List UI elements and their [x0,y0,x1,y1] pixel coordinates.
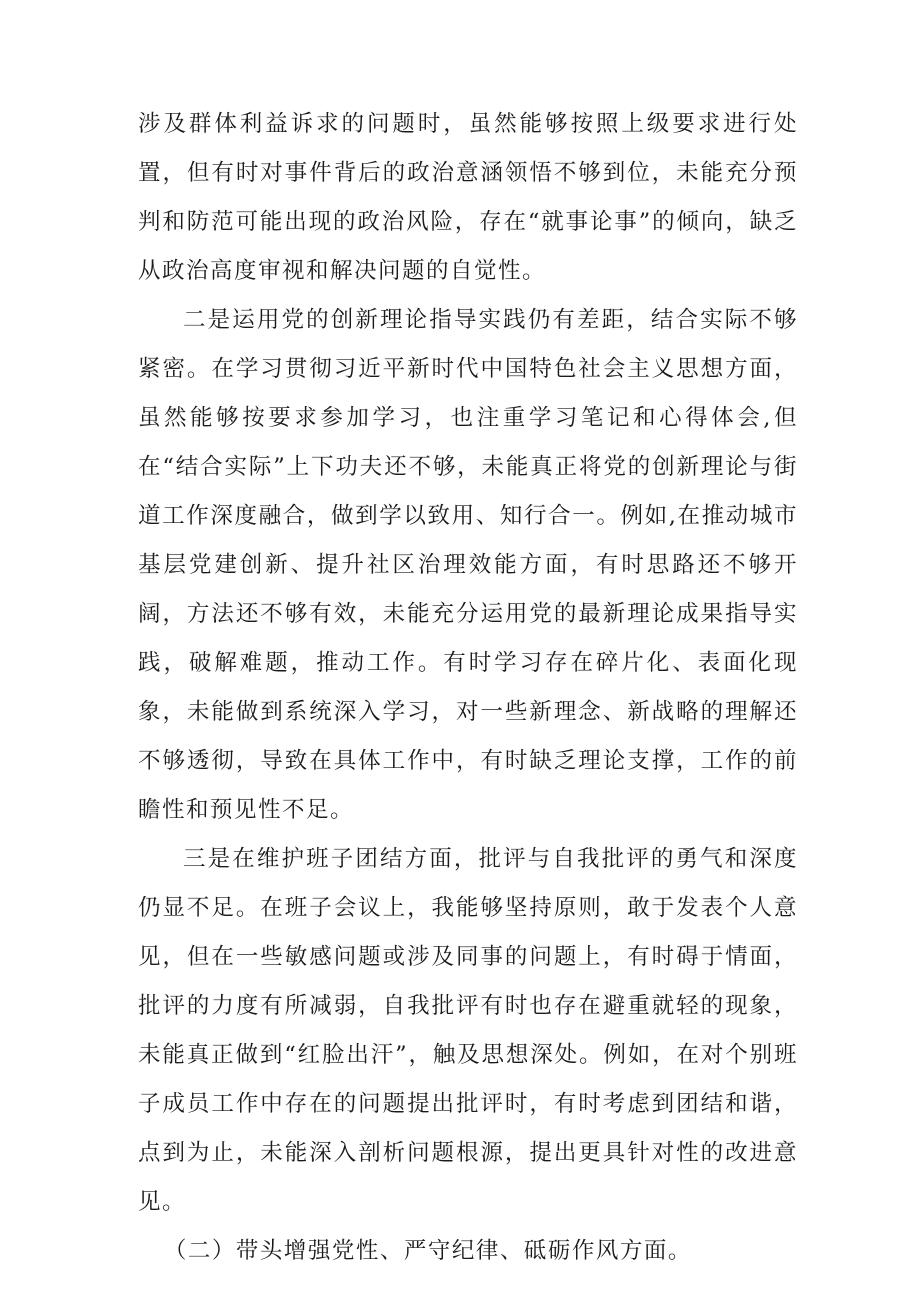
document-body [138,100,798,1276]
section-heading: （二）带头增强党性、严守纪律、砥砺作风方面。 [163,1238,692,1264]
paragraph-continuation: 涉及群体利益诉求的问题时，虽然能够按照上级要求进行处置，但有时对事件背后的政治意涵领悟不够到位，未能充分预判和防范可能出现的政治风险，存在“就事论事”的倾向，缺乏从政治高度审视和解决问题的自觉性。 [138,111,798,284]
paragraph-point-three: 三是在维护班子团结方面，批评与自我批评的勇气和深度仍显不足。在班子会议上，我能够坚持原则，敢于发表个人意见，但在一些敏感问题或涉及同事的问题上，有时碍于情面，批评的力度有所减弱，自我批评有时也存在避重就轻的现象，未能真正做到“红脸出汗”，触及思想深处。例如，在对个别班子成员工作中存在的问题提出批评时，有时考虑到团结和谐，点到为止，未能深入剖析问题根源，提出更具针对性的改进意见。 [138,846,798,1215]
paragraph-point-two: 二是运用党的创新理论指导实践仍有差距，结合实际不够紧密。在学习贯彻习近平新时代中国特色社会主义思想方面，虽然能够按要求参加学习，也注重学习笔记和心得体会,但在“结合实际”上下功夫还不够，未能真正将党的创新理论与街道工作深度融合，做到学以致用、知行合一。例如,在推动城市基层党建创新、提升社区治理效能方面，有时思路还不够开阔，方法还不够有效，未能充分运用党的最新理论成果指导实践，破解难题，推动工作。有时学习存在碎片化、表面化现象，未能做到系统深入学习，对一些新理念、新战略的理解还不够透彻，导致在具体工作中，有时缺乏理论支撑，工作的前瞻性和预见性不足。 [138,307,798,823]
